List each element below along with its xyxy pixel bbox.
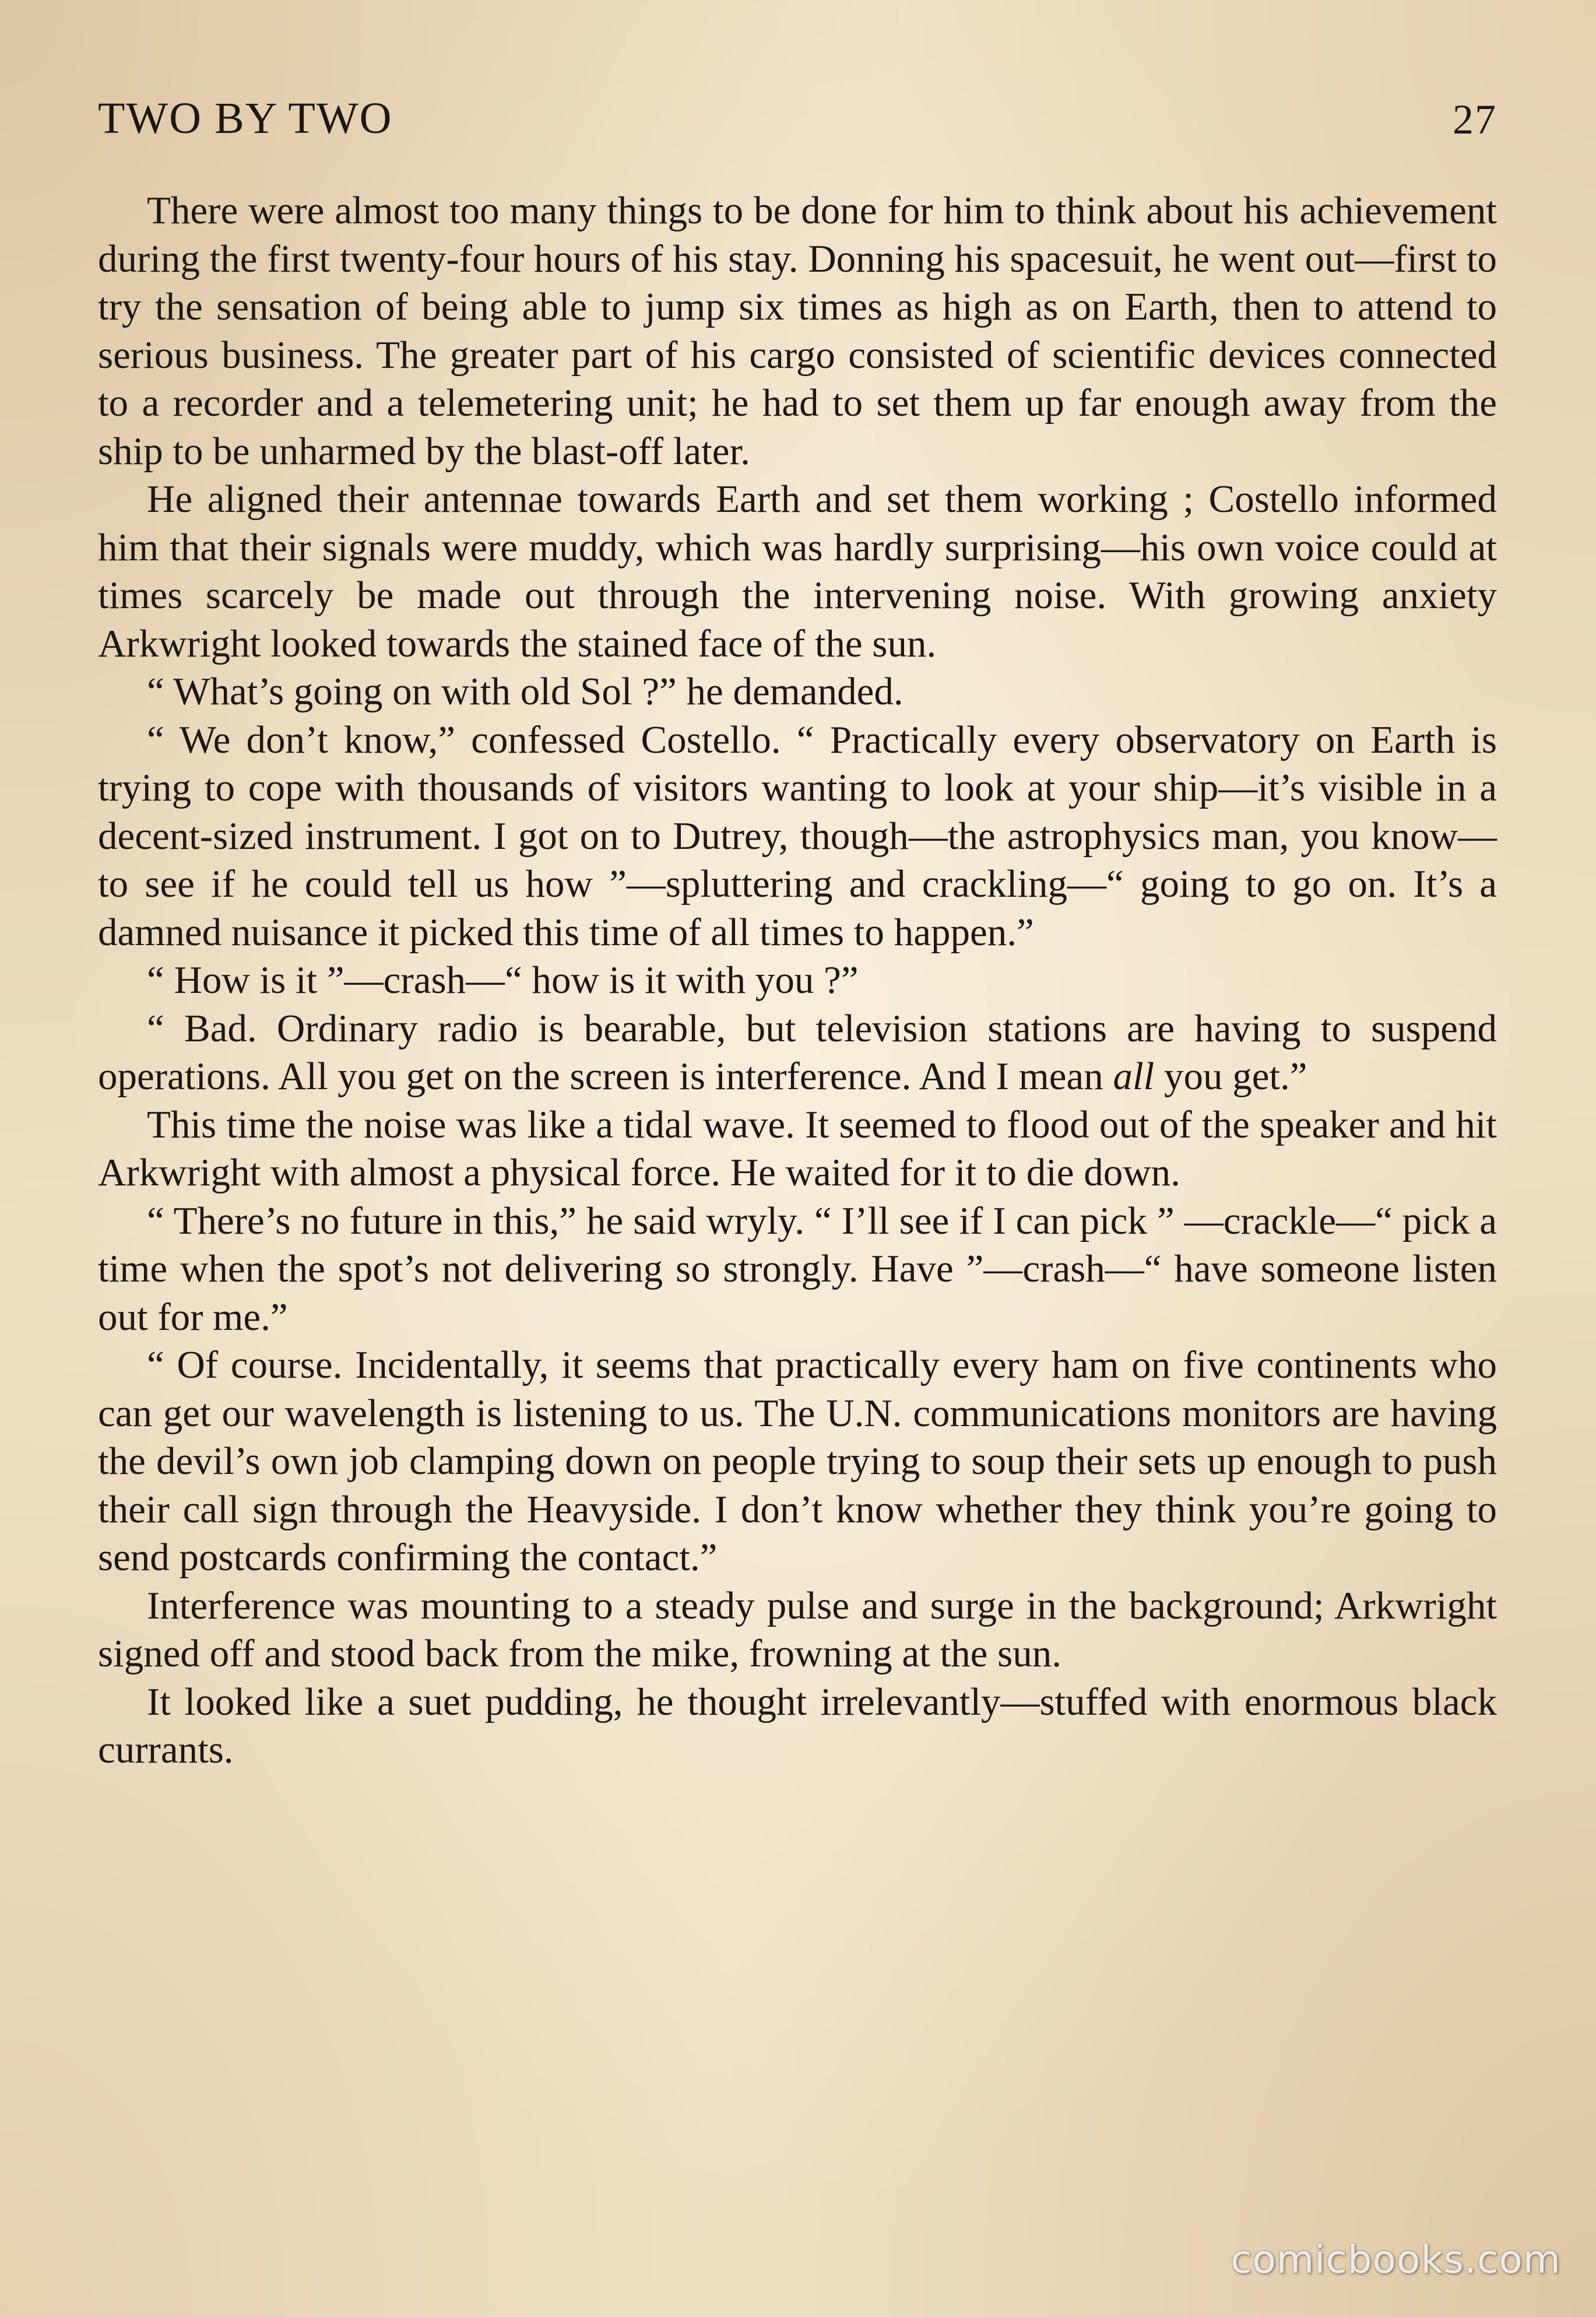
paragraph: This time the noise was like a tidal wave. It seemed to flood out of the speaker and hit Arkwright with almost a physical force. He waited for it to die down. xyxy=(98,1103,1497,1194)
site-watermark: comicbooks.com xyxy=(1231,2237,1561,2282)
running-head xyxy=(98,87,1497,152)
emphasis: all xyxy=(1113,1055,1155,1098)
paragraph: “ How is it ”—crash—“ how is it with you ?” xyxy=(147,959,859,1002)
paragraph: It looked like a suet pudding, he thought irrelevantly—stuffed with enormous black currants. xyxy=(98,1680,1497,1771)
paragraph: “ There’s no future in this,” he said wryly. “ I’ll see if I can pick ” —crackle—“ pick a time when the spot’s not delivering so strongly. Have ”—crash—“ have someone listen out for me.” xyxy=(98,1199,1497,1339)
paragraph: “ We don’t know,” confessed Costello. “ Practically every observatory on Earth is trying to cope with thousands of visitors wanting to look at your ship—it’s visible in a decent-sized instrument. I got on to Dutrey, though—the astrophysics man, you know—to see if he could tell us how ”—spluttering and crackling—“ going to go on. It’s a damned nuisance it picked this time of all times to happen.” xyxy=(98,718,1497,954)
paragraph: Interference was mounting to a steady pulse and surge in the background; Arkwright signed off and stood back from the mike, frowning at the sun. xyxy=(98,1584,1497,1675)
paragraph: “ What’s going on with old Sol ?” he demanded. xyxy=(147,670,904,713)
body-text xyxy=(98,187,1497,1774)
paragraph: He aligned their antennae towards Earth and set them working ; Costello informed him that their signals were muddy, which was hardly surprising—his own voice could at times scarcely be made out through the intervening noise. With growing anxiety Arkwright looked towards the stained face of the sun. xyxy=(98,478,1497,665)
paragraph: “ Of course. Incidentally, it seems that practically every ham on five continents who can get our wavelength is listening to us. The U.N. communications monitors are having the devil’s own job clamping down on people trying to soup their sets up enough to push their call sign through the Heavyside. I don’t know whether they think you’re going to send postcards confirming the contact.” xyxy=(98,1343,1497,1579)
page-number: 27 xyxy=(1453,96,1497,143)
running-title: TWO BY TWO xyxy=(98,94,393,143)
paragraph: There were almost too many things to be done for him to think about his achievement during the first twenty-four hours of his stay. Donning his spacesuit, he went out—first to try the sensation of being able to jump six times as high as on Earth, then to attend to serious business. The greater part of his cargo consisted of scientific devices connected to a recorder and a telemetering unit; he had to set them up far enough away from the ship to be unharmed by the blast-off later. xyxy=(98,189,1497,473)
book-page xyxy=(98,87,1497,2256)
paragraph-italic-emphasis: “ Bad. Ordinary radio is bearable, but television stations are having to suspend operations. All you get on the screen is interference. And I mean all you get.” xyxy=(98,1006,1497,1098)
